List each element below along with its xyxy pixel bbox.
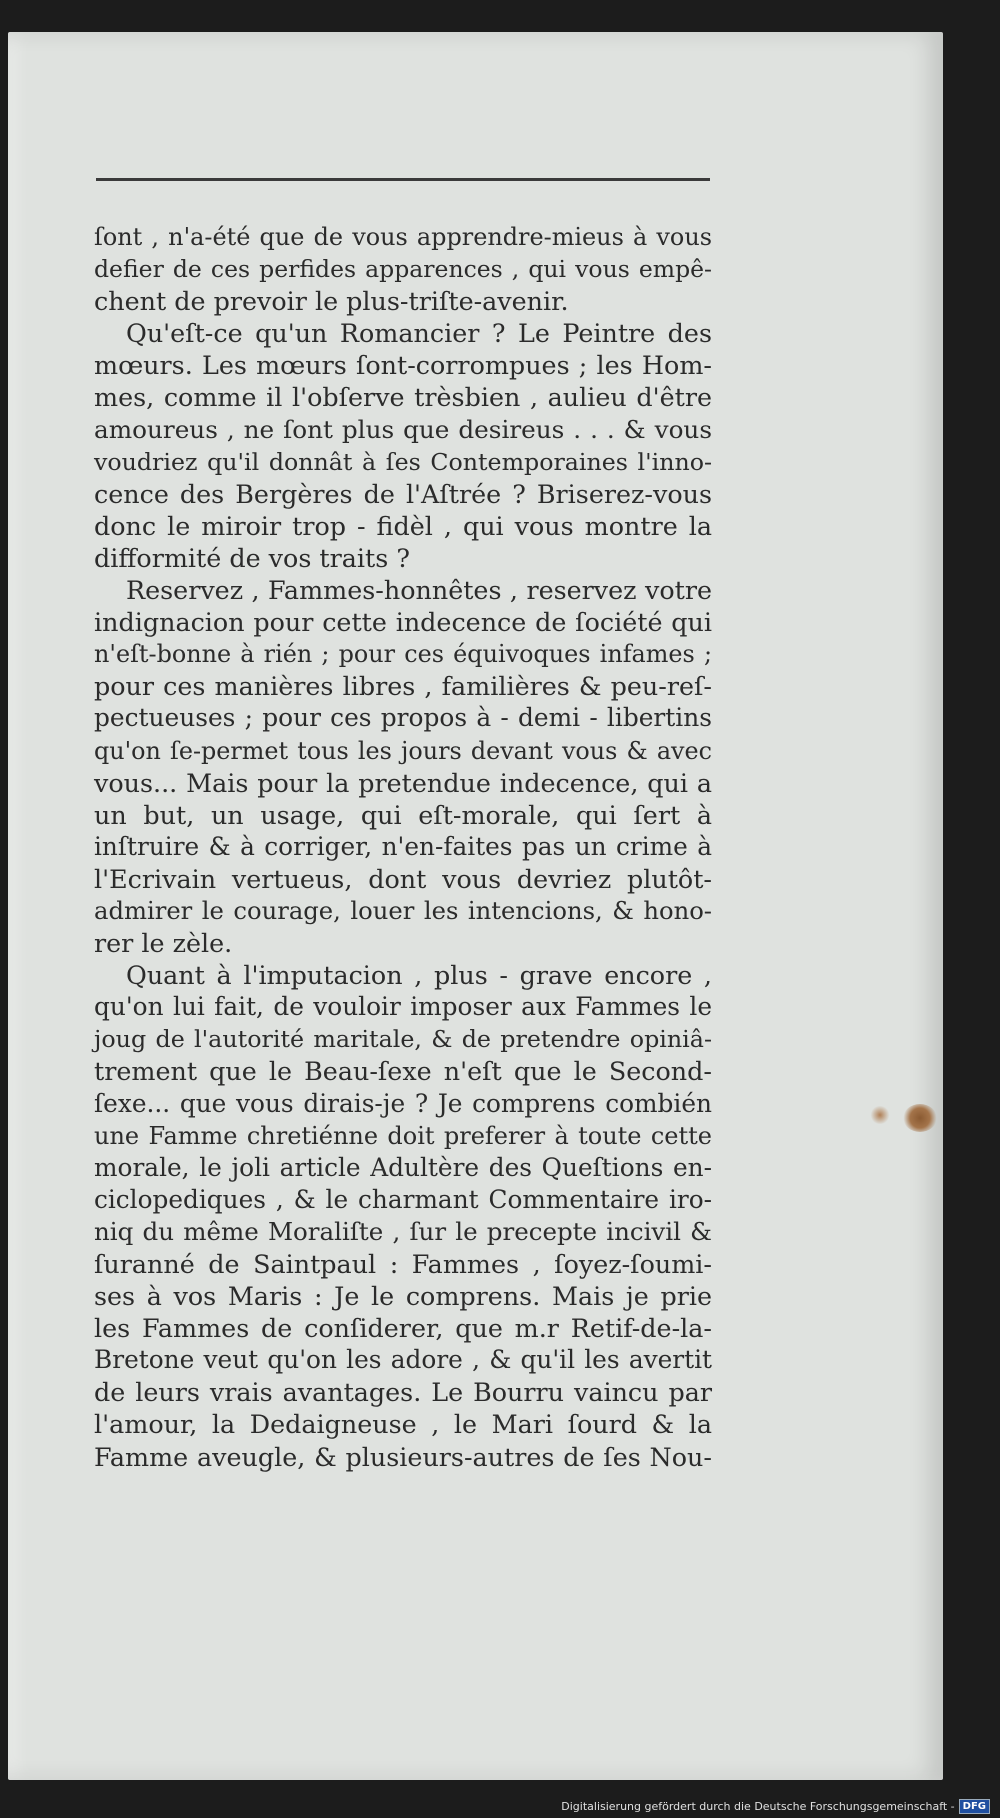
text-line: mes, comme il l'obſerve trèsbien , aulieu d'être <box>94 382 712 413</box>
page-text <box>94 221 712 1473</box>
text-line: admirer le courage, louer les intencions, & hono- <box>94 895 712 925</box>
text-line: une Famme chretiénne doit preferer à toute cette <box>94 1121 712 1150</box>
text-line: rer le zèle. <box>94 928 233 959</box>
text-line: ſexe... que vous dirais-je ? Je comprens combién <box>94 1088 712 1118</box>
stain-mark-small <box>870 1106 890 1124</box>
text-line: trement que le Beau-ſexe n'eſt que le Second- <box>94 1056 712 1087</box>
book-page <box>8 32 943 1780</box>
text-line: de leurs vrais avantages. Le Bourru vaincu par <box>94 1377 712 1408</box>
text-line: ſuranné de Saintpaul : Fammes , ſoyez-ſoumi- <box>94 1249 712 1279</box>
header-rule <box>96 178 710 181</box>
paragraph-2 <box>94 317 712 574</box>
text-line: Reservez , Fammes-honnêtes , reservez votre <box>126 575 712 606</box>
text-line: donc le miroir trop - fidèl , qui vous montre la <box>94 510 712 541</box>
text-line: cence des Bergères de l'Aſtrée ? Briserez-vous <box>94 478 712 509</box>
paragraph-4 <box>94 959 712 1473</box>
text-line: qu'on lui fait, de vouloir imposer aux Fammes le <box>94 992 712 1022</box>
paragraph-1 <box>94 221 712 317</box>
text-line: inſtruire & à corriger, n'en-faites pas un crime à <box>94 831 712 861</box>
text-line: voudriez qu'il donnât à ſes Contemporaines l'inno- <box>94 447 712 476</box>
text-line: ſont , n'a-été que de vous apprendre-mieus à vous <box>94 223 712 251</box>
text-line: Qu'eſt-ce qu'un Romancier ? Le Peintre des <box>126 318 712 349</box>
text-line: joug de l'autorité maritale, & de pretendre opiniâ- <box>94 1025 712 1054</box>
digitization-credit <box>561 1799 990 1814</box>
text-line: l'amour, la Dedaigneuse , le Mari ſourd & la <box>94 1409 712 1440</box>
text-line: Bretone veut qu'on les adore , & qu'il les avertit <box>94 1345 712 1375</box>
dfg-logo: DFG <box>959 1799 990 1814</box>
text-line: les Fammes de conſiderer, que m.r Retif-de-la- <box>94 1313 712 1344</box>
stain-mark <box>903 1104 937 1132</box>
text-line: n'eſt-bonne à rién ; pour ces équivoques infames ; <box>94 640 712 669</box>
text-line: vous... Mais pour la pretendue indecence, qui a <box>94 767 712 798</box>
text-line: pectueuses ; pour ces propos à - demi - libertins <box>94 703 712 733</box>
text-line: morale, le joli article Adultère des Queſtions en- <box>94 1152 712 1182</box>
text-line: Famme aveugle, & plusieurs-autres de ſes Nou- <box>94 1441 712 1472</box>
text-line: pour ces manières libres , familières & peu-reſ- <box>94 671 712 702</box>
text-line: mœurs. Les mœurs ſont-corrompues ; les Hom- <box>94 350 712 381</box>
text-line: difformité de vos traits ? <box>94 542 410 573</box>
text-line: chent de prevoir le plus-triſte-avenir. <box>94 286 569 317</box>
text-line: ciclopediques , & le charmant Commentaire iro- <box>94 1184 712 1214</box>
text-line: defier de ces perfides apparences , qui vous empê- <box>94 255 712 284</box>
text-line: amoureus , ne ſont plus que desireus . . . & vous <box>94 414 712 444</box>
text-line: ses à vos Maris : Je le comprens. Mais je prie <box>94 1281 712 1312</box>
text-line: indignacion pour cette indecence de ſociété qui <box>94 607 712 638</box>
text-line: Quant à l'imputacion , plus - grave encore , <box>126 960 712 991</box>
text-line: l'Ecrivain vertueus, dont vous devriez plutôt- <box>94 863 712 894</box>
text-line: qu'on ſe-permet tous les jours devant vous & avec <box>94 736 712 765</box>
paragraph-3 <box>94 574 712 959</box>
text-line: un but, un usage, qui eſt-morale, qui ſert à <box>94 799 712 830</box>
credit-text: Digitalisierung gefördert durch die Deutsche Forschungsgemeinschaft - <box>561 1800 955 1813</box>
text-line: niq du même Moraliſte , ſur le precepte incivil & <box>94 1216 712 1246</box>
